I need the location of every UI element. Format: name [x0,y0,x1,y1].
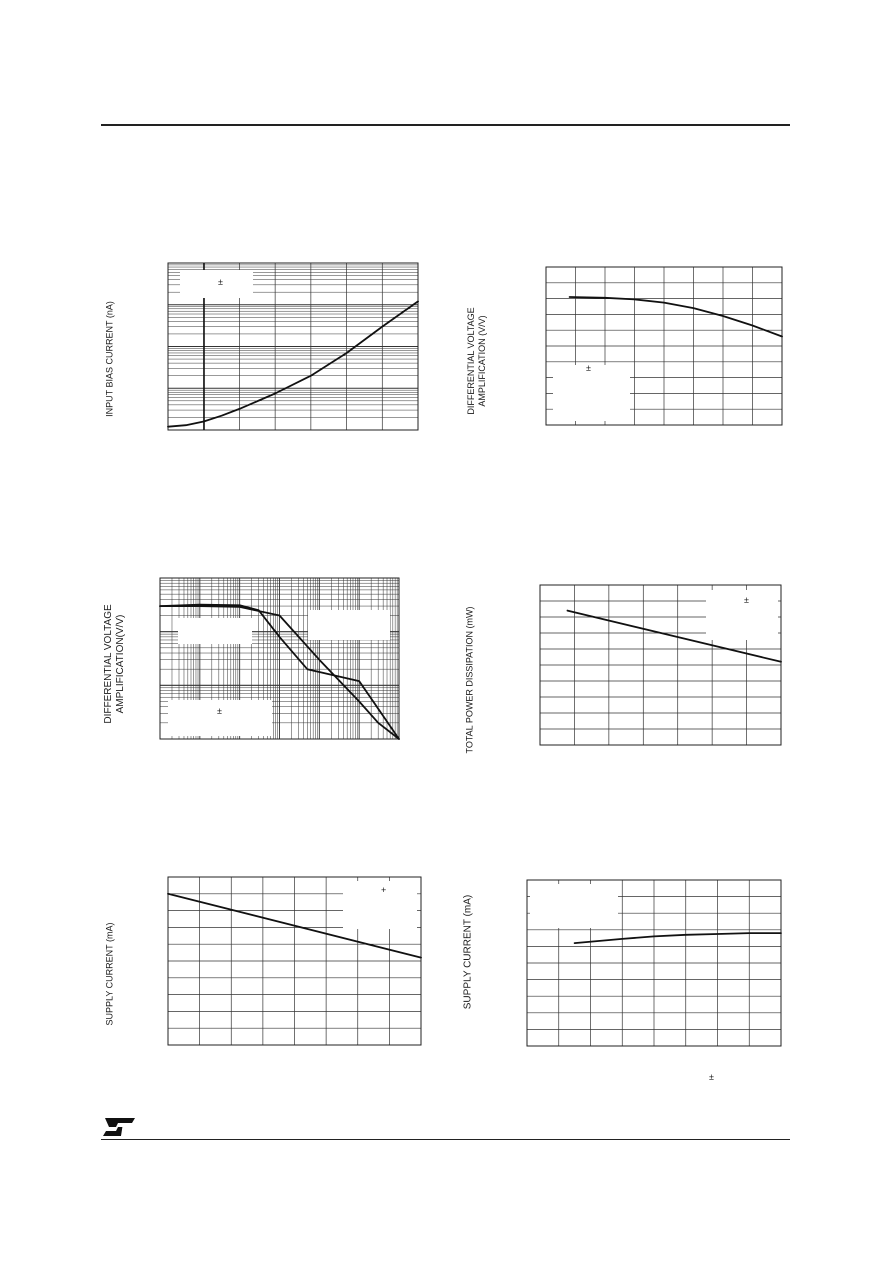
chart-6-footnote-symbol: ± [709,1072,714,1082]
chart-3-legend-symbol: ± [217,706,222,716]
chart-2-legend-symbol: ± [586,363,591,373]
chart-4-ylabel: TOTAL POWER DISSIPATION (mW) [464,606,475,754]
chart-2-ylabel: DIFFERENTIAL VOLTAGE AMPLIFICATION (V/V) [466,307,487,415]
chart-1-legend-symbol: ± [218,277,223,287]
chart-6-legend-box [530,884,618,928]
chart-3-ylabel: DIFFERENTIAL VOLTAGE AMPLIFICATION(V/V) [103,604,126,724]
chart-1-ylabel: INPUT BIAS CURRENT (nA) [104,301,115,417]
chart-6-series-1 [575,933,781,943]
chart-5-ylabel: SUPPLY CURRENT (mA) [104,922,115,1026]
chart-4-legend-symbol: ± [744,595,749,605]
chart-5-legend-symbol: + [381,885,387,895]
chart-6-ylabel: SUPPLY CURRENT (mA) [462,894,474,1010]
